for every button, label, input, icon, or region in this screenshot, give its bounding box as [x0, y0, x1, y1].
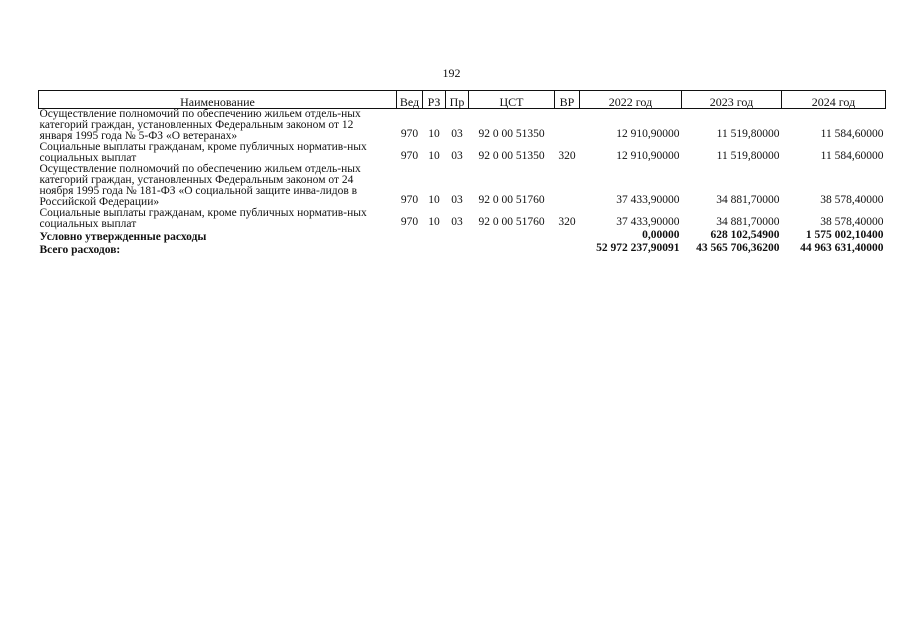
row-rz: 10 — [428, 128, 440, 140]
row-ved: 970 — [400, 194, 419, 206]
row-2023: 11 519,80000 — [716, 128, 780, 140]
row-2023: 34 881,70000 — [716, 194, 780, 206]
total-expenses-row — [39, 243, 886, 256]
row-2023: 11 519,80000 — [716, 150, 780, 162]
table-row — [39, 109, 886, 143]
total-expenses-label: Всего расходов: — [39, 244, 121, 256]
total-2023: 43 565 706,36200 — [696, 242, 780, 254]
header-2022: 2022 год — [580, 91, 682, 109]
row-2023: 34 881,70000 — [716, 216, 780, 228]
header-cst: ЦСТ — [469, 91, 555, 109]
table-row — [39, 164, 886, 208]
row-name: Осуществление полномочий по обеспечению жильем отдель-ных категорий граждан, установленных Федеральным законом от 12 января 1995 года № 5-ФЗ «О ветеранах» — [39, 108, 361, 142]
row-2022: 37 433,90000 — [616, 194, 680, 206]
page-number: 192 — [442, 66, 461, 80]
conditional-2022: 0,00000 — [642, 229, 680, 241]
header-2024: 2024 год — [782, 91, 886, 109]
table-row — [39, 142, 886, 164]
row-pr: 03 — [451, 128, 463, 140]
row-name: Социальные выплаты гражданам, кроме публичных норматив-ных социальных выплат — [39, 141, 367, 164]
table-header-row — [39, 91, 886, 109]
row-vr — [555, 109, 580, 143]
row-2022: 12 910,90000 — [616, 150, 680, 162]
header-pr: Пр — [446, 91, 469, 109]
conditional-expenses-label: Условно утвержденные расходы — [39, 231, 207, 243]
header-vr: ВР — [555, 91, 580, 109]
row-name: Осуществление полномочий по обеспечению жильем отдель-ных категорий граждан, установленных Федеральным законом от 24 ноября 1995 года № 181-ФЗ «О социальной защите инва-лидов в Российской Федерации» — [39, 163, 361, 208]
row-cst: 92 0 00 51350 — [478, 128, 545, 140]
row-2024: 11 584,60000 — [820, 150, 884, 162]
conditional-2024: 1 575 002,10400 — [805, 229, 884, 241]
total-2024: 44 963 631,40000 — [800, 242, 884, 254]
row-rz: 10 — [428, 150, 440, 162]
row-rz: 10 — [428, 194, 440, 206]
row-vr: 320 — [558, 216, 576, 228]
header-ved: Вед — [397, 91, 423, 109]
row-2022: 37 433,90000 — [616, 216, 680, 228]
row-name: Социальные выплаты гражданам, кроме публичных норматив-ных социальных выплат — [39, 207, 367, 230]
row-vr: 320 — [558, 150, 576, 162]
row-pr: 03 — [451, 150, 463, 162]
row-ved: 970 — [400, 150, 419, 162]
row-ved: 970 — [400, 128, 419, 140]
row-cst: 92 0 00 51760 — [478, 216, 545, 228]
total-2022: 52 972 237,90091 — [596, 242, 680, 254]
header-name: Наименование — [39, 91, 397, 109]
conditional-2023: 628 102,54900 — [710, 229, 780, 241]
row-2024: 11 584,60000 — [820, 128, 884, 140]
row-2022: 12 910,90000 — [616, 128, 680, 140]
header-rz: РЗ — [423, 91, 446, 109]
row-rz: 10 — [428, 216, 440, 228]
row-pr: 03 — [451, 194, 463, 206]
row-vr — [555, 164, 580, 208]
header-2023: 2023 год — [682, 91, 782, 109]
table-row — [39, 208, 886, 230]
row-2024: 38 578,40000 — [820, 216, 884, 228]
row-2024: 38 578,40000 — [820, 194, 884, 206]
row-ved: 970 — [400, 216, 419, 228]
row-pr: 03 — [451, 216, 463, 228]
expenditure-table — [38, 90, 886, 256]
row-cst: 92 0 00 51760 — [478, 194, 545, 206]
row-cst: 92 0 00 51350 — [478, 150, 545, 162]
